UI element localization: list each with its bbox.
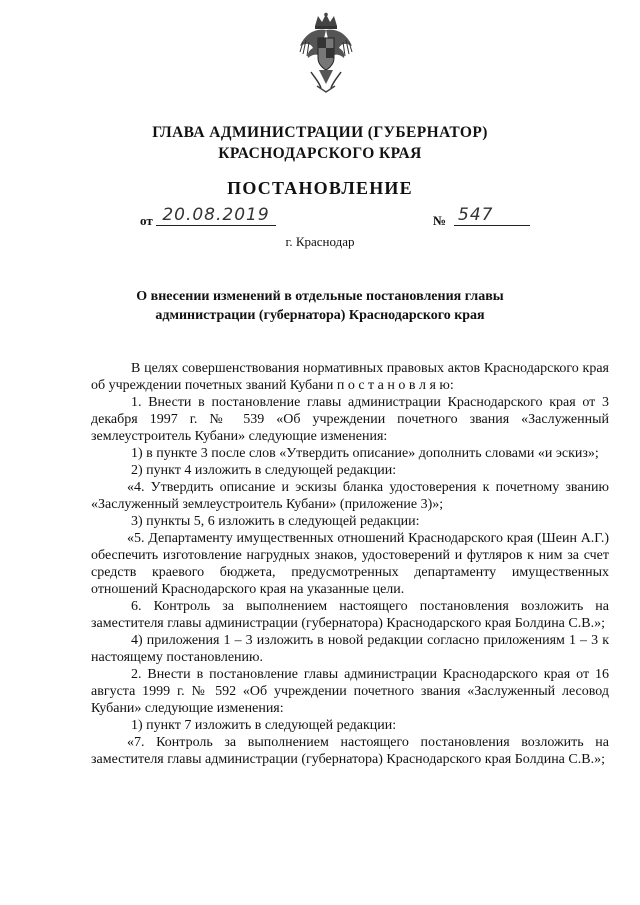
- paragraph-preamble: В целях совершенствования нормативных правовых актов Краснодарского края об учреждении почетных званий Кубани п о с т а н о в л я ю:: [91, 361, 609, 393]
- paragraph-subitem-1-1: 1) в пункте 3 после слов «Утвердить описание» дополнить словами «и эскиз»;: [131, 446, 599, 461]
- document-body: [91, 360, 609, 768]
- coat-of-arms-emblem: [297, 12, 355, 94]
- document-number: 547: [454, 205, 530, 226]
- paragraph-item-2: 2. Внести в постановление главы администрации Краснодарского края от 16 августа 1999 г. № 592 «Об учреждении почетного звания «Заслуженный лесовод Кубани» следующие изменения:: [91, 667, 609, 716]
- paragraph-subitem-1-3: 3) пункты 5, 6 изложить в следующей редакции:: [131, 514, 420, 529]
- city-line: г. Краснодар: [285, 234, 355, 249]
- number-sign: №: [433, 213, 447, 228]
- paragraph-item-1: 1. Внести в постановление главы администрации Краснодарского края от 3 декабря 1997 г. № 539 «Об учреждении почетного звания «Заслуженный землеустроитель Кубани» следующие изменения:: [91, 395, 609, 444]
- document-date: 20.08.2019: [156, 205, 276, 226]
- paragraph-subitem-1-4: 4) приложения 1 – 3 изложить в новой редакции согласно приложениям 1 – 3 к настоящему постановлению.: [91, 633, 609, 665]
- paragraph-quote-6: 6. Контроль за выполнением настоящего постановления возложить на заместителя главы администрации (губернатора) Краснодарского края Болдина С.В.»;: [91, 599, 609, 631]
- paragraph-subitem-1-2: 2) пункт 4 изложить в следующей редакции:: [131, 463, 397, 478]
- date-number-row: [0, 205, 640, 233]
- header-line-2: КРАСНОДАРСКОГО КРАЯ: [218, 145, 422, 162]
- subject-line-2: администрации (губернатора) Краснодарского края: [155, 308, 485, 323]
- paragraph-quote-7: «7. Контроль за выполнением настоящего постановления возложить на заместителя главы администрации (губернатора) Краснодарского края Болдина С.В.»;: [91, 735, 609, 767]
- date-prefix: от: [140, 213, 153, 228]
- document-type-title: ПОСТАНОВЛЕНИЕ: [227, 178, 413, 198]
- paragraph-subitem-2-1: 1) пункт 7 изложить в следующей редакции:: [131, 718, 397, 733]
- header-line-1: ГЛАВА АДМИНИСТРАЦИИ (ГУБЕРНАТОР): [152, 124, 488, 141]
- paragraph-quote-4: «4. Утвердить описание и эскизы бланка удостоверения к почетному званию «Заслуженный землеустроитель Кубани» (приложение 3)»;: [91, 480, 609, 512]
- subject-line-1: О внесении изменений в отдельные постановления главы: [136, 289, 504, 304]
- paragraph-quote-5: «5. Департаменту имущественных отношений Краснодарского края (Шеин А.Г.) обеспечить изготовление нагрудных знаков, удостоверений и футляров к ним за счет средств краевого бюджета, предусмотренных департаменту имущественных отношений Краснодарского края на указанные цели.: [91, 531, 609, 597]
- document-subject: [60, 287, 580, 325]
